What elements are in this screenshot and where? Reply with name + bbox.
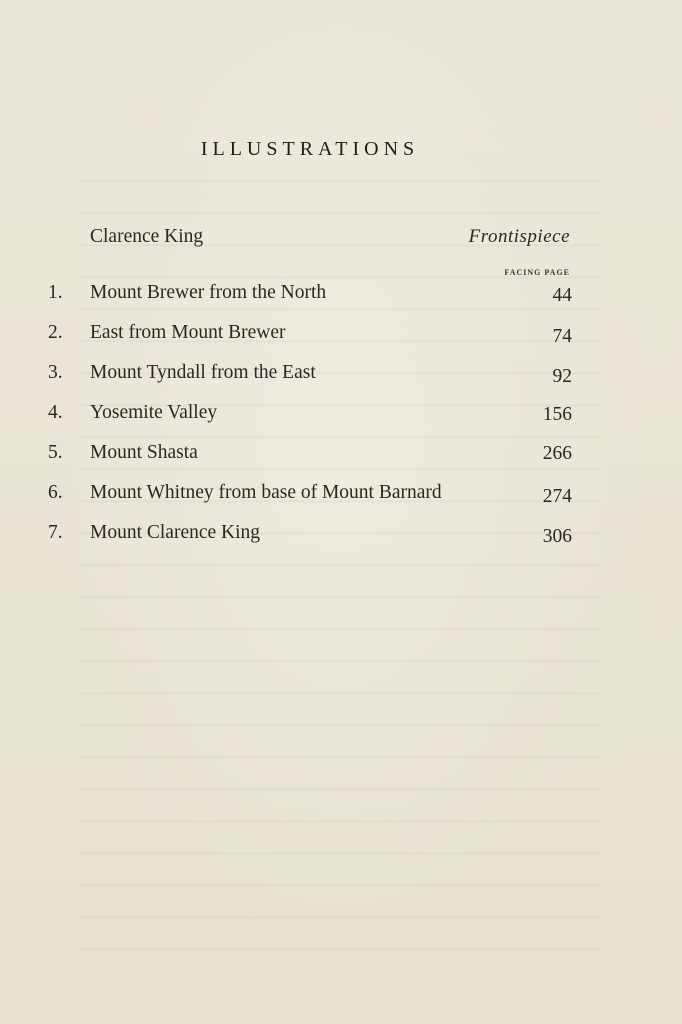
entry-page: 92 (552, 366, 572, 387)
facing-page-label: FACING PAGE (504, 268, 570, 277)
entry-page: 274 (542, 486, 572, 507)
entry-title: Mount Clarence King (90, 522, 261, 543)
entry-title: Mount Whitney from base of Mount Barnard (90, 482, 442, 503)
entry-number: 7. (48, 522, 63, 543)
illustration-entry (0, 402, 682, 432)
illustration-entry (0, 442, 682, 472)
entry-number: 6. (48, 482, 63, 503)
entry-title: Mount Tyndall from the East (90, 362, 316, 383)
entry-number: 5. (48, 442, 63, 463)
entry-page: 266 (542, 443, 572, 464)
entry-page: 306 (542, 526, 572, 547)
entry-number: 3. (48, 362, 63, 383)
illustration-entry (0, 322, 682, 352)
entry-page: 156 (542, 404, 572, 425)
page-heading: ILLUSTRATIONS (200, 138, 420, 160)
illustration-entry (0, 482, 682, 512)
frontispiece-label: Frontispiece (468, 226, 570, 247)
entry-number: 4. (48, 402, 63, 423)
entry-number: 2. (48, 322, 63, 343)
illustration-entry (0, 362, 682, 392)
entry-title: East from Mount Brewer (90, 322, 286, 343)
entry-title: Mount Shasta (90, 442, 198, 463)
entry-number: 1. (48, 282, 63, 303)
illustration-entry (0, 282, 682, 312)
entry-title: Yosemite Valley (90, 402, 218, 423)
illustration-entry (0, 522, 682, 552)
frontispiece-title: Clarence King (90, 226, 204, 247)
entry-page: 74 (552, 326, 572, 347)
entry-title: Mount Brewer from the North (90, 282, 327, 303)
entry-page: 44 (552, 285, 572, 306)
